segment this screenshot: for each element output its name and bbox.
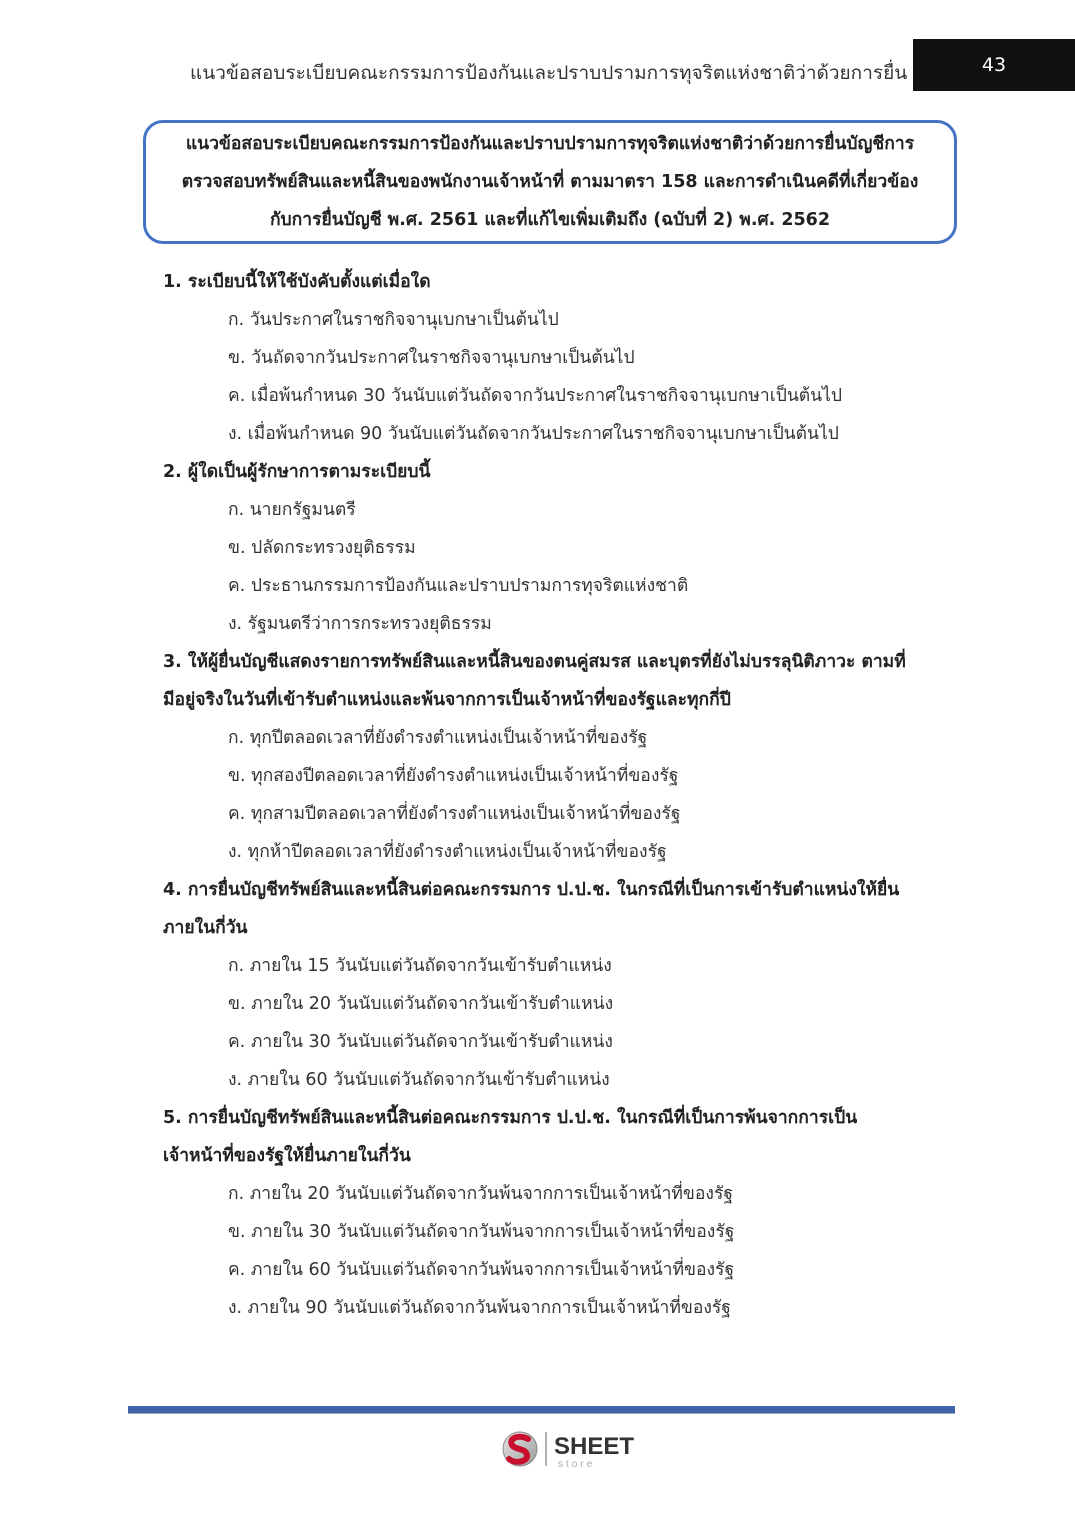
answer-option: ข. ภายใน 30 วันนับแต่วันถัดจากวันพ้นจากการเป็นเจ้าหน้าที่ของรัฐ <box>228 1222 735 1242</box>
question-text <box>163 643 953 719</box>
question-text <box>163 871 953 947</box>
question-text-line: 5. การยื่นบัญชีทรัพย์สินและหนี้สินต่อคณะกรรมการ ป.ป.ช. ในกรณีที่เป็นการพ้นจากการเป็น <box>163 1108 858 1128</box>
answer-option: ค. ทุกสามปีตลอดเวลาที่ยังดำรงตำแหน่งเป็นเจ้าหน้าที่ของรัฐ <box>228 804 681 824</box>
question-text-line: เจ้าหน้าที่ของรัฐให้ยื่นภายในกี่วัน <box>163 1146 411 1166</box>
answer-option: ง. เมื่อพ้นกำหนด 90 วันนับแต่วันถัดจากวันประกาศในราชกิจจานุเบกษาเป็นต้นไป <box>228 424 839 444</box>
answer-option: ก. วันประกาศในราชกิจจานุเบกษาเป็นต้นไป <box>228 310 559 330</box>
page-number-box <box>913 39 1075 91</box>
footer-rule <box>128 1406 955 1414</box>
page-number: 43 <box>981 54 1007 76</box>
question-item <box>163 1099 953 1327</box>
question-item <box>163 263 953 453</box>
question-text-line: ภายในกี่วัน <box>163 918 248 938</box>
answer-option: ง. รัฐมนตรีว่าการกระทรวงยุติธรรม <box>228 614 492 634</box>
document-title-box <box>143 120 957 244</box>
answer-option: ข. ทุกสองปีตลอดเวลาที่ยังดำรงตำแหน่งเป็นเจ้าหน้าที่ของรัฐ <box>228 766 679 786</box>
question-text-line: 1. ระเบียบนี้ให้ใช้บังคับตั้งแต่เมื่อใด <box>163 272 431 292</box>
document-title-line-1: แนวข้อสอบระเบียบคณะกรรมการป้องกันและปราบปรามการทุจริตแห่งชาติว่าด้วยการยื่นบัญชีการ <box>185 134 915 154</box>
answer-option: ข. ภายใน 20 วันนับแต่วันถัดจากวันเข้ารับตำแหน่ง <box>228 994 614 1014</box>
answer-option: ค. ประธานกรรมการป้องกันและปราบปรามการทุจริตแห่งชาติ <box>228 576 689 596</box>
answer-option: ง. ภายใน 90 วันนับแต่วันถัดจากวันพ้นจากการเป็นเจ้าหน้าที่ของรัฐ <box>228 1298 731 1318</box>
answer-option: ข. วันถัดจากวันประกาศในราชกิจจานุเบกษาเป็นต้นไป <box>228 348 635 368</box>
question-text-line: 3. ให้ผู้ยื่นบัญชีแสดงรายการทรัพย์สินและหนี้สินของตนคู่สมรส และบุตรที่ยังไม่บรรลุนิติภาวะ ตามที่ <box>163 652 906 672</box>
document-title-line-3: กับการยื่นบัญชี พ.ศ. 2561 และที่แก้ไขเพิ่มเติมถึง (ฉบับที่ 2) พ.ศ. 2562 <box>269 210 831 230</box>
question-item <box>163 643 953 871</box>
question-text <box>163 1099 953 1175</box>
answer-option: ก. นายกรัฐมนตรี <box>228 500 356 520</box>
question-list <box>163 263 953 1327</box>
answer-option: ข. ปลัดกระทรวงยุติธรรม <box>228 538 416 558</box>
answer-option: ค. ภายใน 30 วันนับแต่วันถัดจากวันเข้ารับตำแหน่ง <box>228 1032 613 1052</box>
answer-option: ง. ภายใน 60 วันนับแต่วันถัดจากวันเข้ารับตำแหน่ง <box>228 1070 610 1090</box>
running-header-title: แนวข้อสอบระเบียบคณะกรรมการป้องกันและปราบปรามการทุจริตแห่งชาติว่าด้วยการยื่น <box>190 62 908 84</box>
answer-option: ง. ทุกห้าปีตลอดเวลาที่ยังดำรงตำแหน่งเป็นเจ้าหน้าที่ของรัฐ <box>228 842 667 862</box>
question-text <box>163 263 953 301</box>
question-item <box>163 453 953 643</box>
question-item <box>163 871 953 1099</box>
sheet-store-logo-icon <box>498 1428 648 1470</box>
question-text-line: 4. การยื่นบัญชีทรัพย์สินและหนี้สินต่อคณะกรรมการ ป.ป.ช. ในกรณีที่เป็นการเข้ารับตำแหน่งให้ยื่น <box>163 880 900 900</box>
answer-option: ค. เมื่อพ้นกำหนด 30 วันนับแต่วันถัดจากวันประกาศในราชกิจจานุเบกษาเป็นต้นไป <box>228 386 843 406</box>
question-text <box>163 453 953 491</box>
sheet-store-logo <box>498 1428 648 1470</box>
document-title-line-2: ตรวจสอบทรัพย์สินและหนี้สินของพนักงานเจ้าหน้าที่ ตามมาตรา 158 และการดำเนินคดีที่เกี่ยวข้อง <box>181 172 919 192</box>
question-text-line: 2. ผู้ใดเป็นผู้รักษาการตามระเบียบนี้ <box>163 462 431 482</box>
answer-option: ก. ทุกปีตลอดเวลาที่ยังดำรงตำแหน่งเป็นเจ้าหน้าที่ของรัฐ <box>228 728 648 748</box>
question-text-line: มีอยู่จริงในวันที่เข้ารับตำแหน่งและพ้นจากการเป็นเจ้าหน้าที่ของรัฐและทุกกี่ปี <box>163 690 731 710</box>
answer-option: ก. ภายใน 20 วันนับแต่วันถัดจากวันพ้นจากการเป็นเจ้าหน้าที่ของรัฐ <box>228 1184 734 1204</box>
answer-option: ค. ภายใน 60 วันนับแต่วันถัดจากวันพ้นจากการเป็นเจ้าหน้าที่ของรัฐ <box>228 1260 735 1280</box>
answer-option: ก. ภายใน 15 วันนับแต่วันถัดจากวันเข้ารับตำแหน่ง <box>228 956 612 976</box>
logo-subtext: store <box>558 1459 596 1470</box>
logo-text: SHEET <box>554 1433 635 1460</box>
